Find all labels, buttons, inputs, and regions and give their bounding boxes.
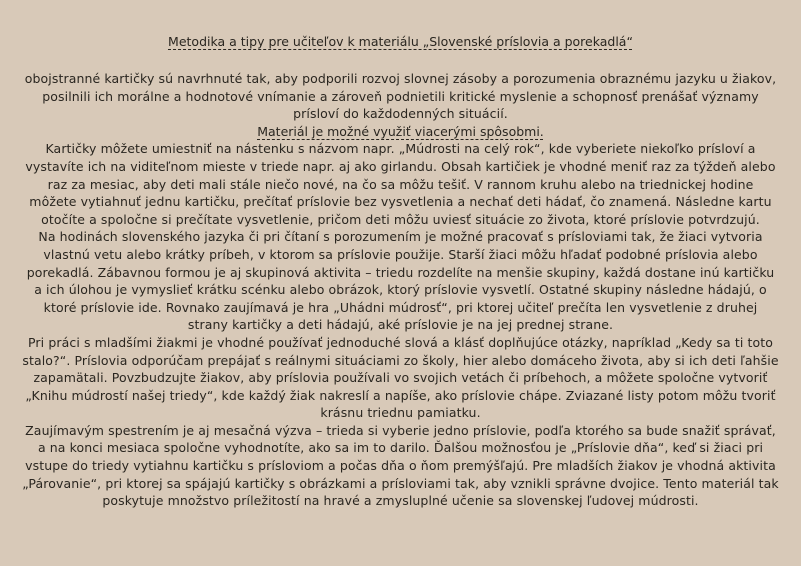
body-paragraph: Pri práci s mladšími žiakmi je vhodné používať jednoduché slová a klásť doplňujúce otázky, napríklad „Kedy sa ti toto stalo?“. Príslovia odporúčam prepájať s reálnymi situáciami zo školy, hier alebo domáceho života, aby si ich deti ľahšie zapamätali. Povzbudzujte žiakov, aby príslovia používali vo svojich vetách či príbehoch, a môžete spoločne vytvoriť „Knihu múdrostí našej triedy“, kde každý žiak nakreslí a napíše, ako príslovie chápe. Zviazané listy potom môžu tvoriť krásnu triednu pamiatku. <box>22 334 779 421</box>
body-paragraph: Kartičky môžete umiestniť na nástenku s názvom napr. „Múdrosti na celý rok“, kde vyberiete niekoľko prísloví a vystavíte ich na viditeľnom mieste v triede napr. aj ako girlandu. Obsah kartičiek je vhodné meniť raz za týždeň alebo raz za mesiac, aby deti mali stále niečo nové, na čo sa môžu tešiť. V rannom kruhu alebo na triednickej hodine môžete vytiahnuť jednu kartičku, prečítať príslovie bez vysvetlenia a nechať deti hádať, čo znamená. Následne kartu otočíte a spoločne si prečítate vysvetlenie, pričom deti môžu uviesť situácie zo života, ktoré príslovie potvrdzujú. <box>25 141 776 227</box>
intro-paragraph: obojstranné kartičky sú navrhnuté tak, aby podporili rozvoj slovnej zásoby a porozumenia obraznému jazyku u žiakov, posilnili ich morálne a hodnotové vnímanie a zároveň podnietili kritické myslenie a schopnosť prenášať významy prísloví do každodenných situácií. <box>24 71 777 122</box>
section-subheading: Materiál je možné využiť viacerými spôsobmi. <box>257 123 544 139</box>
body-paragraph: Zaujímavým spestrením je aj mesačná výzva – trieda si vyberie jedno príslovie, podľa ktorého sa bude snažiť správať, a na konci mesiaca spoločne vyhodnotíte, ako sa im to darilo. Ďalšou možnosťou je „Príslovie dňa“, keď si žiaci pri vstupe do triedy vytiahnu kartičku s prísloviom a počas dňa o ňom premýšľajú. Pre mladších žiakov je vhodná aktivita „Párovanie“, pri ktorej sa spájajú kartičky s obrázkami a prísloviami tak, aby vznikli správne dvojice. Tento materiál tak poskytuje množstvo príležitostí na hravé a zmysluplné učenie sa slovenskej ľudovej múdrosti. <box>22 422 779 509</box>
document-title: Metodika a tipy pre učiteľov k materiálu „Slovenské príslovia a porekadlá“ <box>168 34 633 49</box>
body-paragraph: Na hodinách slovenského jazyka či pri čítaní s porozumením je možné pracovať s prísloviami tak, že žiaci vytvoria vlastnú vetu alebo krátky príbeh, v ktorom sa príslovie použije. Starší žiaci môžu hľadať podobné príslovia alebo porekadlá. Zábavnou formou je aj skupinová aktivita – triedu rozdelíte na menšie skupiny, každá dostane inú kartičku a ich úlohou je vymyslieť krátku scénku alebo obrázok, ktorý príslovie vysvetlí. Ostatné skupiny následne hádajú, o ktoré príslovie ide. Rovnako zaujímavá je hra „Uhádni múdrosť“, pri ktorej učiteľ prečíta len vysvetlenie z druhej strany kartičky a deti hádajú, aké príslovie je na jej prednej strane. <box>26 229 775 333</box>
